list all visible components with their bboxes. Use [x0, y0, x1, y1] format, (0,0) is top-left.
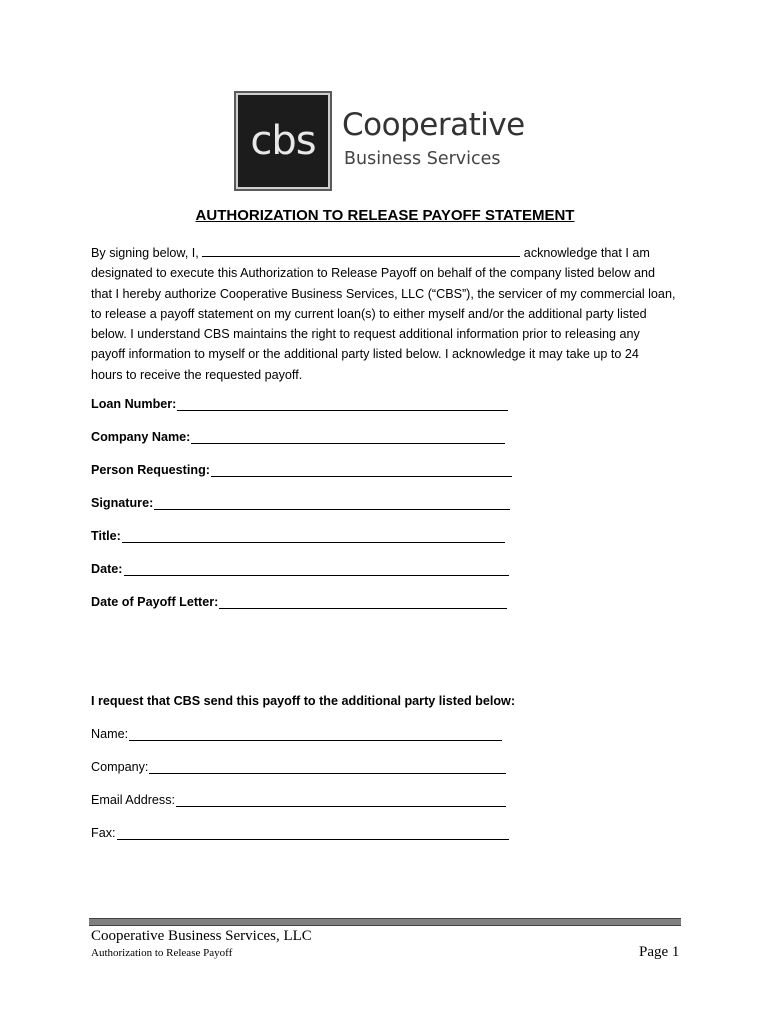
loan-number-label: Loan Number: [91, 397, 177, 411]
person-requesting-field [91, 463, 512, 477]
signer-name-blank[interactable] [202, 245, 520, 257]
document-title: AUTHORIZATION TO RELEASE PAYOFF STATEMENT [195, 207, 575, 224]
payoff-letter-date-input[interactable] [219, 596, 507, 609]
title-label: Title: [91, 529, 121, 543]
intro-line-5: payoff information to myself or the additional party listed below. I acknowledge it may take up to 24 [91, 347, 639, 362]
footer-page-number: Page 1 [639, 944, 680, 960]
company-name-label: Company Name: [91, 430, 191, 444]
logo-mark [236, 93, 330, 189]
payoff-letter-date-label: Date of Payoff Letter: [91, 595, 219, 609]
footer-company-name: Cooperative Business Services, LLC [91, 928, 312, 944]
intro-line-4: below. I understand CBS maintains the right to request additional information prior to releasing any [91, 327, 640, 342]
logo-name-line1: Cooperative [342, 107, 525, 143]
intro-line-6: hours to receive the requested payoff. [91, 367, 303, 382]
intro-line-2: that I hereby authorize Cooperative Business Services, LLC (“CBS”), the servicer of my commercial loan, [91, 286, 676, 301]
party-name-label: Name: [91, 727, 129, 741]
party-company-label: Company: [91, 760, 149, 774]
loan-number-field [91, 397, 508, 411]
intro-paragraph [91, 243, 676, 385]
party-fax-label: Fax: [91, 826, 116, 840]
intro-line-3: to release a payoff statement on my current loan(s) to either myself and/or the additional party listed [91, 306, 647, 321]
party-email-field [91, 793, 506, 807]
party-fax-field [91, 826, 509, 840]
intro-prefix: By signing below, I, [91, 246, 203, 260]
person-requesting-label: Person Requesting: [91, 463, 210, 477]
title-input[interactable] [122, 530, 505, 543]
logo-mark-text: cbs [250, 118, 316, 164]
footer-divider [89, 918, 681, 926]
signature-field [91, 496, 510, 510]
party-company-field [91, 760, 506, 774]
signature-label: Signature: [91, 496, 154, 510]
additional-party-heading: I request that CBS send this payoff to the additional party listed below: [91, 694, 516, 708]
party-company-input[interactable] [149, 761, 506, 774]
company-name-input[interactable] [191, 431, 505, 444]
title-field [91, 529, 505, 543]
intro-line-0 [91, 243, 673, 263]
company-name-field [91, 430, 505, 444]
party-email-input[interactable] [176, 794, 506, 807]
person-requesting-input[interactable] [211, 464, 512, 477]
date-input[interactable] [124, 563, 509, 576]
party-fax-input[interactable] [117, 827, 509, 840]
party-email-label: Email Address: [91, 793, 175, 807]
date-label: Date: [91, 562, 123, 576]
intro-suffix: acknowledge that I am [520, 246, 650, 260]
signature-input[interactable] [154, 497, 510, 510]
intro-line-1: designated to execute this Authorization to Release Payoff on behalf of the company listed below and [91, 266, 656, 281]
party-name-field [91, 727, 502, 741]
payoff-letter-date-field [91, 595, 507, 609]
loan-number-input[interactable] [177, 398, 508, 411]
party-name-input[interactable] [129, 728, 502, 741]
logo-name-line2: Business Services [344, 149, 501, 169]
date-field [91, 562, 509, 576]
footer-document-name: Authorization to Release Payoff [91, 947, 233, 959]
